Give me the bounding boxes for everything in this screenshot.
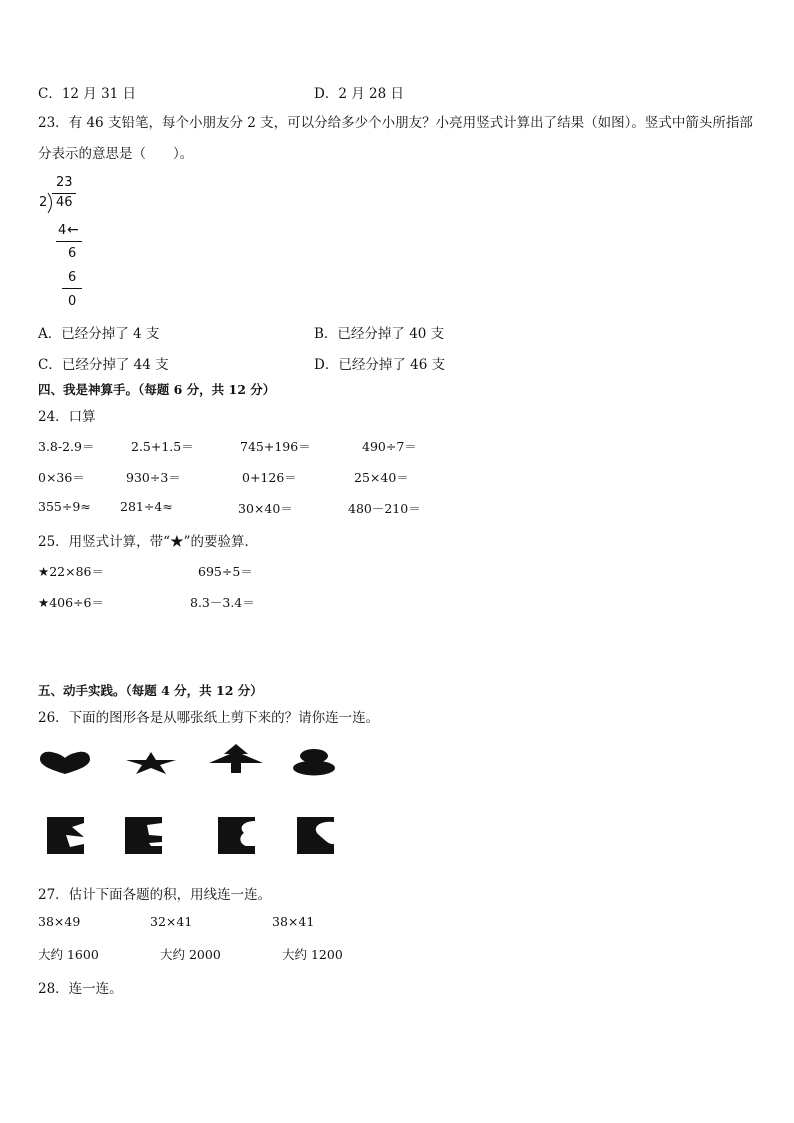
q23-option-c: C．已经分掉了 44 支 xyxy=(38,357,169,373)
q24-item: 2.5+1.5＝ xyxy=(131,439,194,454)
q24-item: 30×40＝ xyxy=(238,501,293,516)
q22-option-c: C．12 月 31 日 xyxy=(38,86,137,102)
division-remainder2: 0 xyxy=(68,294,77,309)
paper-wave-cut xyxy=(297,817,334,854)
q24-item: 0+126＝ xyxy=(242,470,297,485)
q24-item: 930÷3＝ xyxy=(126,470,181,485)
arrow-left-icon: ← xyxy=(67,222,79,238)
q27-estimate: 大约 2000 xyxy=(160,947,221,962)
division-dividend: 46 xyxy=(56,195,73,210)
q24-title: 24．口算 xyxy=(38,409,96,425)
q25-item: 695÷5＝ xyxy=(198,564,253,579)
q22-option-d: D．2 月 28 日 xyxy=(314,86,404,102)
division-line-1 xyxy=(56,241,82,242)
division-bracket-top xyxy=(52,193,76,194)
paper-stair-cut xyxy=(125,817,162,854)
q24-item: 0×36＝ xyxy=(38,470,85,485)
q23-option-a: A．已经分掉了 4 支 xyxy=(38,326,160,342)
q24-item: 745+196＝ xyxy=(240,439,311,454)
snowman-icon xyxy=(292,748,336,776)
q24-item: 480－210＝ xyxy=(348,501,421,516)
q27-title: 27．估计下面各题的积，用线连一连。 xyxy=(38,887,272,903)
star-icon xyxy=(125,752,177,774)
division-divisor: 2 xyxy=(39,195,48,210)
section5-heading: 五、动手实践。（每题 4 分，共 12 分） xyxy=(38,683,263,698)
q27-expr: 38×49 xyxy=(38,914,81,929)
paper-zigzag-cut xyxy=(47,817,84,854)
q27-expr: 32×41 xyxy=(150,914,193,929)
q23-question: 23．有 46 支铅笔，每个小朋友分 2 支，可以分给多少个小朋友？小亮用竖式计算出了结果（如图）。竖式中箭头所指部分表示的意思是（ ）。 xyxy=(38,115,753,162)
q25-item: 8.3－3.4＝ xyxy=(190,595,255,610)
q28-title: 28．连一连。 xyxy=(38,981,123,997)
q27-estimate: 大约 1600 xyxy=(38,947,99,962)
q25-item: ★22×86＝ xyxy=(38,564,104,579)
q23-option-d: D．已经分掉了 46 支 xyxy=(314,357,446,373)
division-remainder1: 6 xyxy=(68,246,77,261)
q27-expr: 38×41 xyxy=(272,914,315,929)
heart-icon xyxy=(38,750,92,776)
q24-item: 490÷7＝ xyxy=(362,439,417,454)
long-division-figure xyxy=(34,172,94,312)
q25-title: 25．用竖式计算，带“★”的要验算． xyxy=(38,534,258,550)
division-bracket-curve xyxy=(47,192,55,214)
q25-item: ★406÷6＝ xyxy=(38,595,104,610)
q23-option-b: B．已经分掉了 40 支 xyxy=(314,326,445,342)
division-step2: 6 xyxy=(68,270,77,285)
q24-item: 281÷4≈ xyxy=(120,499,173,514)
division-line-2 xyxy=(62,288,82,289)
q27-estimate: 大约 1200 xyxy=(282,947,343,962)
section4-heading: 四、我是神算手。（每题 6 分，共 12 分） xyxy=(38,382,276,397)
division-quotient: 23 xyxy=(56,175,73,190)
paper-round-cut xyxy=(218,817,255,854)
q24-item: 25×40＝ xyxy=(354,470,409,485)
q24-item: 3.8-2.9＝ xyxy=(38,439,95,454)
division-step1: 4 xyxy=(58,223,67,238)
q24-item: 355÷9≈ xyxy=(38,499,91,514)
tree-icon xyxy=(208,744,264,774)
q26-title: 26．下面的图形各是从哪张纸上剪下来的？请你连一连。 xyxy=(38,710,380,726)
